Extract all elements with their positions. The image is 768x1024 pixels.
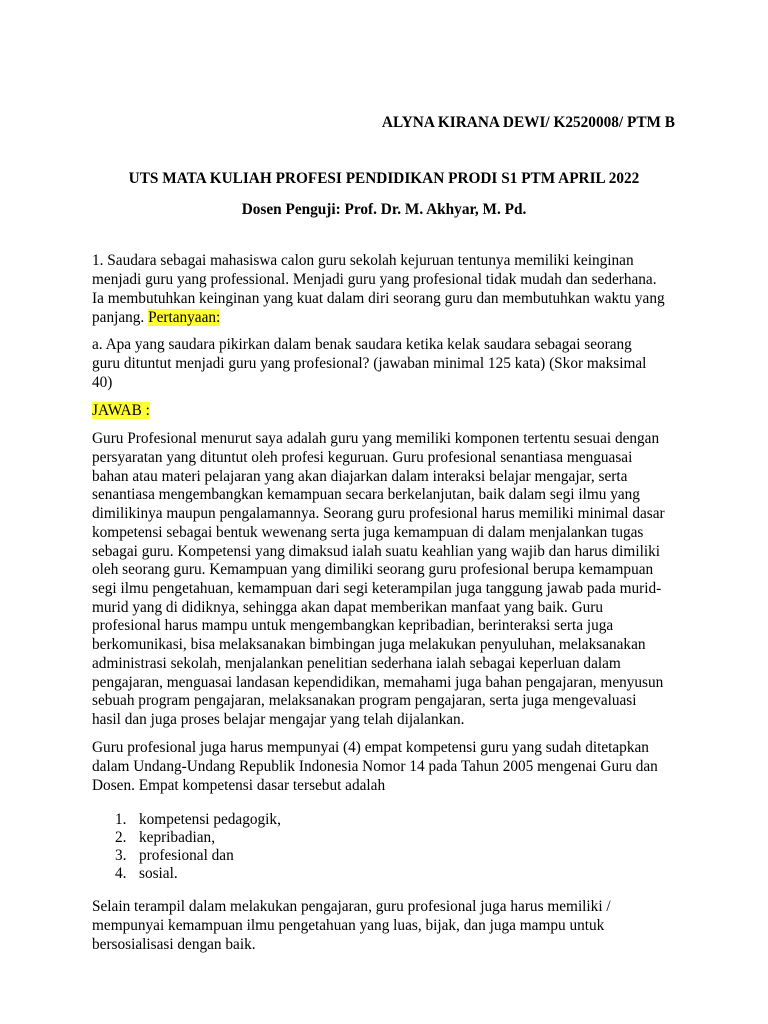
list-text: kompetensi pedagogik, (139, 811, 281, 828)
answer-label-line (92, 402, 150, 419)
list-number: 2. (115, 829, 127, 846)
paragraph1-line: sebagai guru. Kompetensi yang dimaksud ialah suatu keahlian yang wajib dan harus dimiliki (92, 543, 660, 560)
paragraph2-line: Guru profesional juga harus mempunyai (4) empat kompetensi guru yang sudah ditetapkan (92, 739, 649, 756)
list-number: 1. (115, 811, 127, 828)
paragraph1-line: hasil dan juga proses belajar mengajar yang telah dijalankan. (92, 711, 465, 728)
list-text: sosial. (139, 865, 178, 882)
question-line-prefix: panjang. (92, 309, 149, 326)
paragraph2-line: dalam Undang-Undang Republik Indonesia Nomor 14 pada Tahun 2005 mengenai Guru dan (92, 758, 658, 775)
paragraph1-line: dimilikinya maupun pengalamannya. Seorang guru profesional harus memiliki minimal dasar (92, 505, 665, 522)
paragraph3-line: bersosialisasi dengan baik. (92, 936, 256, 953)
paragraph1-line: segi ilmu pengetahuan, kemampuan dari segi keterampilan juga tanggung jawab pada murid- (92, 580, 662, 597)
sub-question-line: guru dituntut menjadi guru yang profesional? (jawaban minimal 125 kata) (Skor maksimal (92, 355, 647, 372)
list-item (115, 865, 178, 882)
paragraph3-line: mempunyai kemampuan ilmu pengetahuan yang luas, bijak, dan juga mampu untuk (92, 917, 605, 934)
paragraph1-line: bahan atau materi pelajaran yang akan diajarkan dalam interaksi belajar mengajar, serta (92, 468, 628, 485)
question-highlight-label: Pertanyaan: (148, 309, 221, 326)
answer-label: JAWAB : (92, 402, 150, 419)
list-text: kepribadian, (139, 829, 216, 846)
question-line: menjadi guru yang professional. Menjadi guru yang profesional tidak mudah dan sederhana. (92, 271, 657, 288)
list-item (115, 811, 281, 828)
paragraph1-line: berkomunikasi, bisa melaksanakan bimbingan juga melakukan penyuluhan, melaksanakan (92, 636, 646, 653)
paragraph1-line: administrasi sekolah, menjalankan penelitian sederhana ialah sebagai keperluan dalam (92, 655, 621, 672)
paragraph1-line: persyaratan yang dituntut oleh profesi keguruan. Guru profesional senantiasa menguasai (92, 449, 633, 466)
paragraph1-line: kompetensi sebagai bentuk wewenang serta juga kemampuan di dalam menjalankan tugas (92, 524, 644, 541)
sub-question-line: 40) (92, 374, 113, 391)
sub-question-line: a. Apa yang saudara pikirkan dalam benak saudara ketika kelak saudara sebagai seorang (92, 336, 632, 353)
paragraph1-line: senantiasa mengembangkan kemampuan secara berkelanjutan, baik dalam segi ilmu yang (92, 486, 640, 503)
list-text: profesional dan (139, 847, 234, 864)
paragraph3-line: Selain terampil dalam melakukan pengajaran, guru profesional juga harus memiliki / (92, 898, 611, 915)
exam-title: UTS MATA KULIAH PROFESI PENDIDIKAN PRODI S1 PTM APRIL 2022 (128, 170, 640, 187)
question-line: Ia membutuhkan keinginan yang kuat dalam diri seorang guru dan membutuhkan waktu yang (92, 290, 665, 307)
paragraph2-line: Dosen. Empat kompetensi dasar tersebut adalah (92, 777, 386, 794)
list-item (115, 847, 234, 864)
list-item (115, 829, 215, 846)
list-number: 3. (115, 847, 127, 864)
list-number: 4. (115, 865, 127, 882)
paragraph1-line: murid yang di didiknya, sehingga akan dapat memberikan manfaat yang baik. Guru (92, 599, 604, 616)
paragraph1-line: profesional harus mampu untuk mengembangkan kepribadian, berinteraksi serta juga (92, 617, 614, 634)
question-line: 1. Saudara sebagai mahasiswa calon guru sekolah kejuruan tentunya memiliki keinginan (92, 252, 634, 269)
author-line: ALYNA KIRANA DEWI/ K2520008/ PTM B (381, 114, 675, 131)
question-last-line (92, 309, 220, 326)
paragraph1-line: sebuah program pengajaran, melaksanakan program pengajaran, serta juga mengevaluasi (92, 692, 637, 709)
paragraph1-line: Guru Profesional menurut saya adalah guru yang memiliki komponen tertentu sesuai dengan (92, 430, 660, 447)
paragraph1-line: oleh seorang guru. Kemampuan yang dimiliki seorang guru profesional berupa kemampuan (92, 561, 654, 578)
paragraph1-line: pengajaran, menguasai landasan kependidikan, memahami juga bahan pengajaran, menyusun (92, 674, 664, 691)
examiner-line: Dosen Penguji: Prof. Dr. M. Akhyar, M. Pd. (241, 201, 527, 218)
